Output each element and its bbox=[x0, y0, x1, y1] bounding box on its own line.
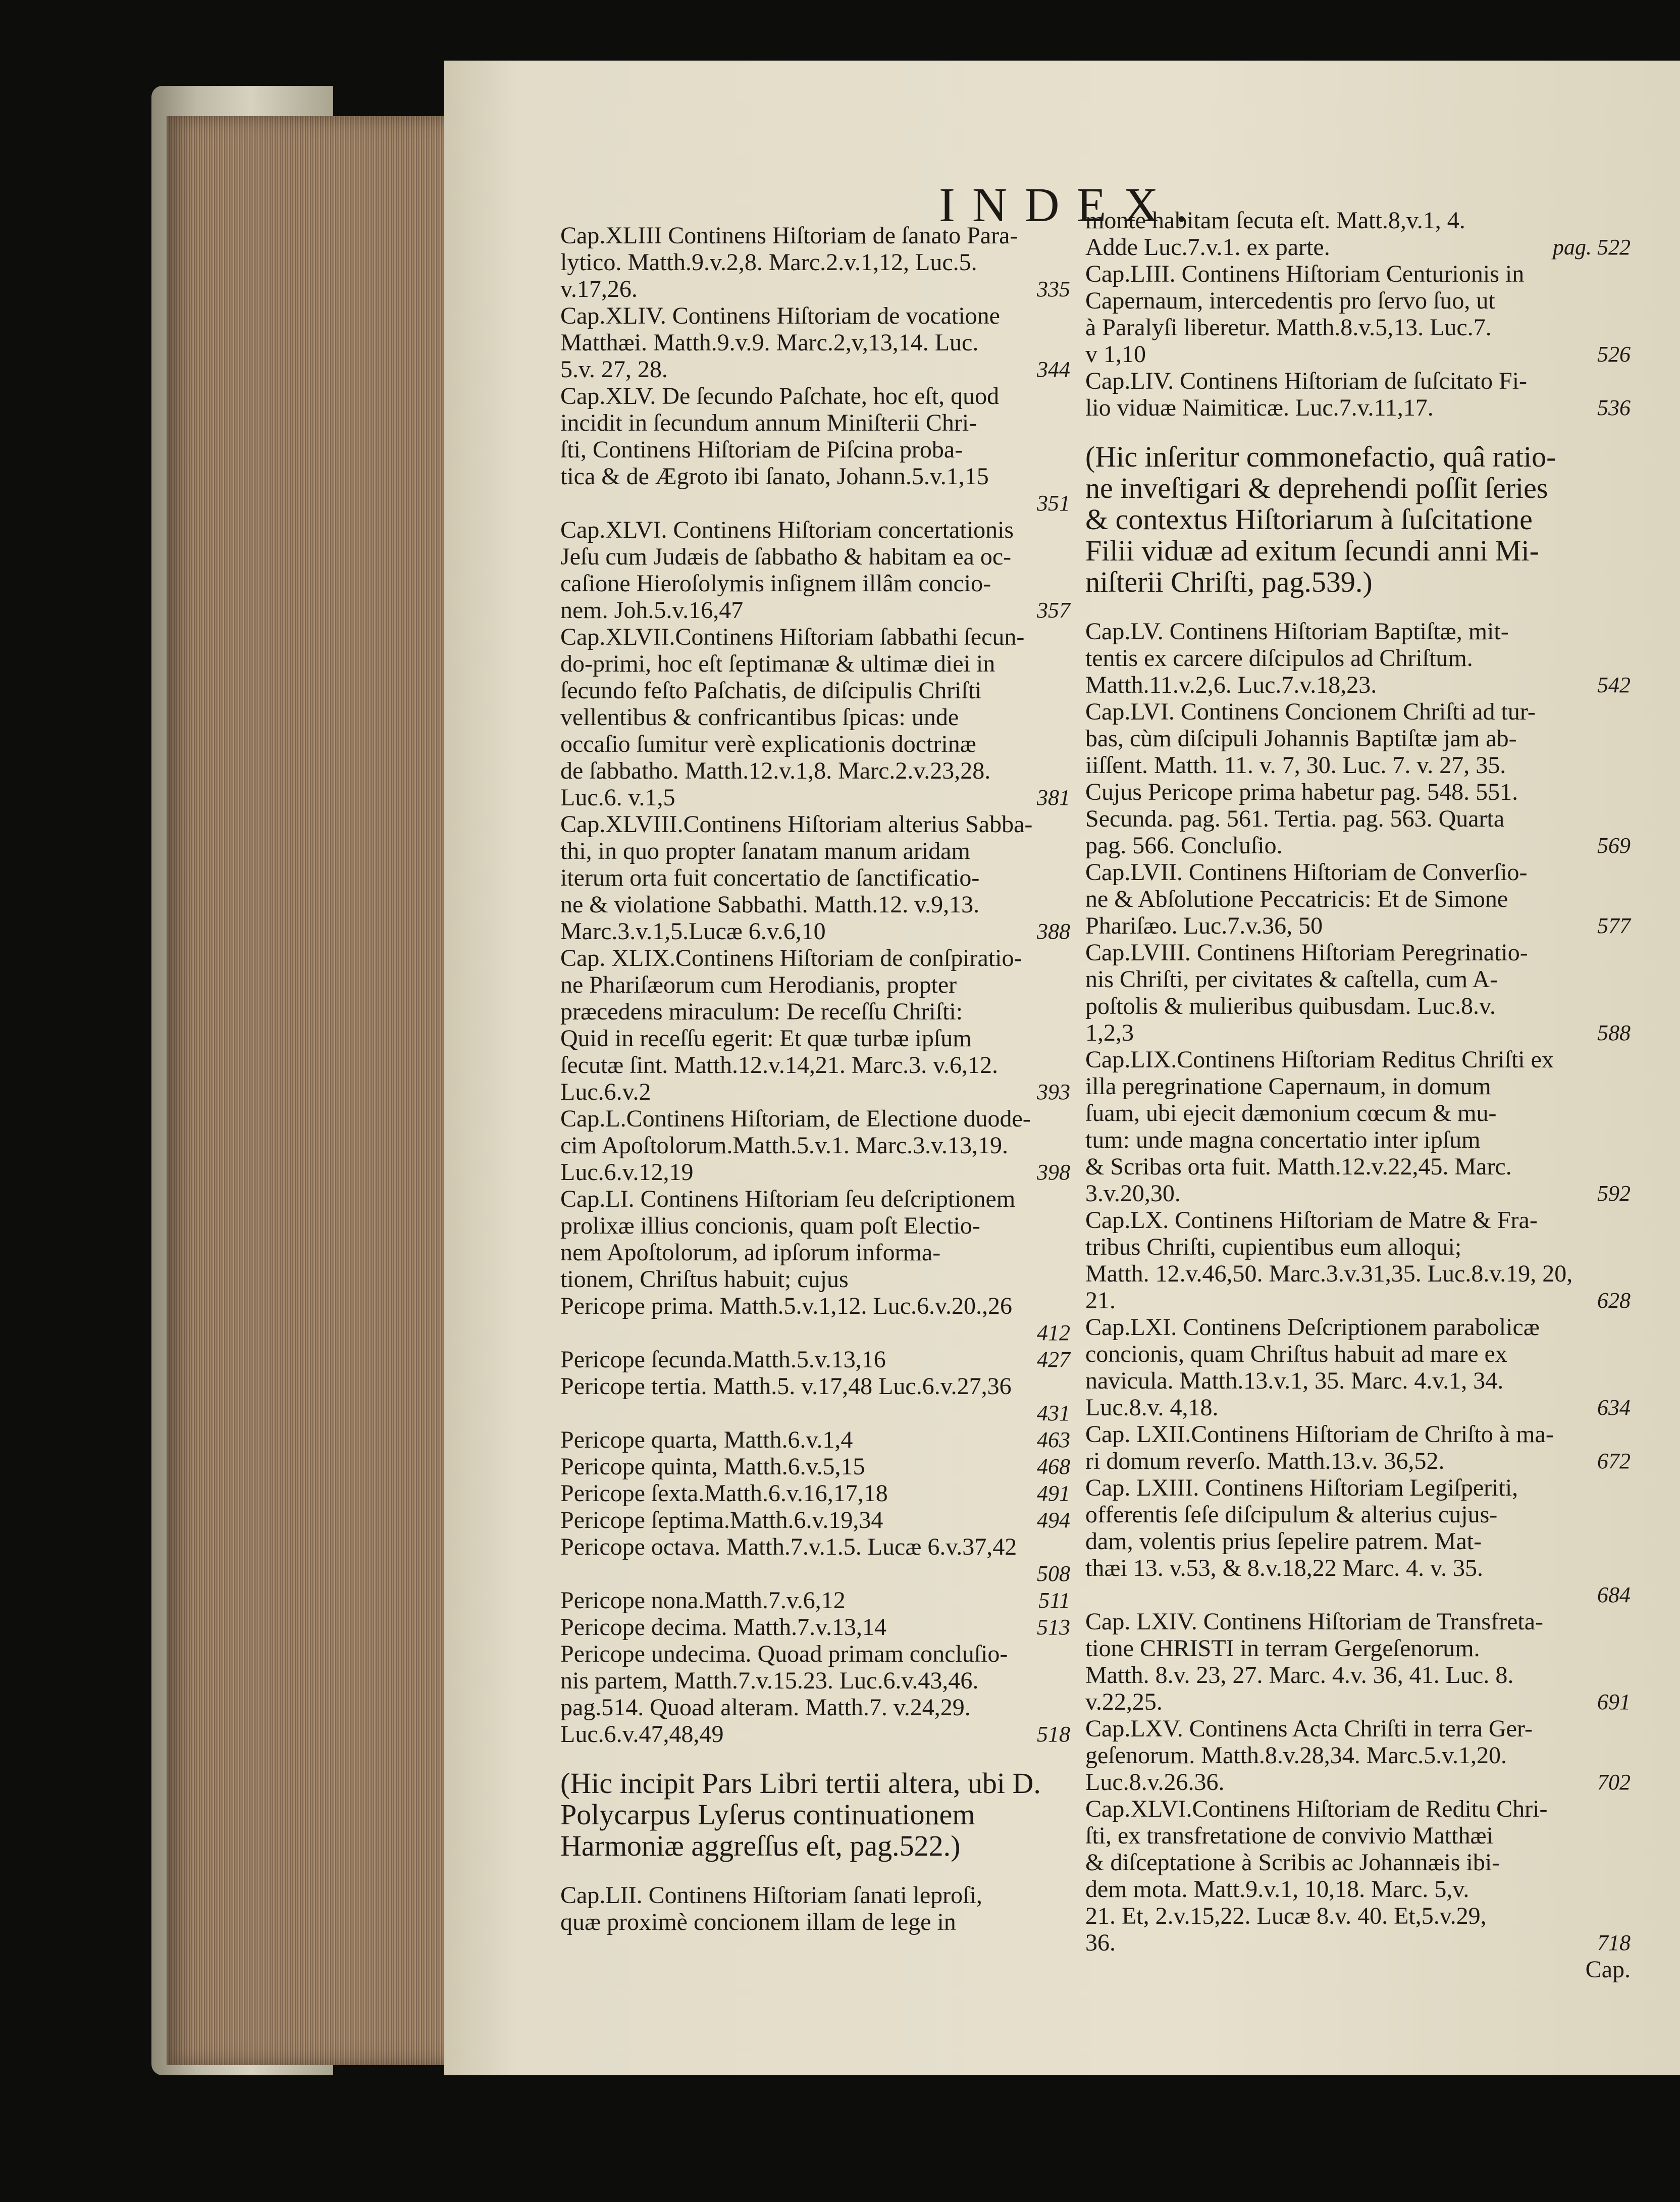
index-line-text: nem. Joh.5.v.16,47 bbox=[560, 597, 744, 624]
note-line: & contextus Hiſtoriarum à ſuſcitatione bbox=[1085, 503, 1533, 536]
index-line bbox=[1085, 314, 1631, 341]
index-line-text: pag. 566. Concluſio. bbox=[1085, 832, 1283, 859]
index-line bbox=[560, 971, 1070, 998]
index-line-text: Cap.XLVIII.Continens Hiſtoriam alterius Sabba- bbox=[560, 811, 1033, 838]
index-line bbox=[1085, 1394, 1631, 1421]
index-line bbox=[1085, 368, 1631, 394]
index-line bbox=[560, 1159, 1070, 1186]
index-line bbox=[1085, 1849, 1631, 1876]
index-line bbox=[1085, 752, 1631, 779]
page-number: 494 bbox=[1037, 1508, 1070, 1532]
index-line bbox=[560, 1319, 1070, 1346]
index-line-text: ne & violatione Sabbathi. Matth.12. v.9,13. bbox=[560, 891, 980, 918]
index-line bbox=[560, 302, 1070, 329]
page-number: 588 bbox=[1597, 1020, 1631, 1045]
index-line bbox=[1085, 1234, 1631, 1260]
index-line bbox=[560, 409, 1070, 436]
index-line-text: Pericope ſexta.Matth.6.v.16,17,18 bbox=[560, 1480, 888, 1507]
index-line bbox=[1085, 1448, 1631, 1474]
index-line bbox=[560, 624, 1070, 650]
index-line bbox=[560, 945, 1070, 971]
index-line-text: de ſabbatho. Matth.12.v.1,8. Marc.2.v.23,28. bbox=[560, 757, 991, 784]
index-line bbox=[560, 1079, 1070, 1105]
page-number: 628 bbox=[1597, 1288, 1631, 1313]
index-line bbox=[560, 1721, 1070, 1748]
index-line-text: tionem, Chriſtus habuit; cujus bbox=[560, 1266, 849, 1293]
page-number: 431 bbox=[1037, 1401, 1070, 1425]
index-line bbox=[1085, 993, 1631, 1019]
page-number: 351 bbox=[1037, 491, 1070, 516]
index-line-text: ſuam, ubi ejecit dæmonium cœcum & mu- bbox=[1085, 1100, 1497, 1126]
index-line-text: Pericope tertia. Matth.5. v.17,48 Luc.6.v.27,36 bbox=[560, 1373, 1012, 1400]
page-number: 381 bbox=[1037, 785, 1070, 810]
index-line bbox=[1085, 1073, 1631, 1100]
index-line bbox=[1085, 1528, 1631, 1555]
page-number: 393 bbox=[1037, 1080, 1070, 1104]
index-line bbox=[1085, 912, 1631, 939]
index-line-text: à Paralyſi liberetur. Matth.8.v.5,13. Luc.7. bbox=[1085, 314, 1492, 341]
index-line bbox=[560, 1453, 1070, 1480]
page-number: 513 bbox=[1037, 1615, 1070, 1640]
right-insert-note bbox=[1085, 441, 1631, 598]
index-line bbox=[560, 811, 1070, 838]
index-line-text: bas, cùm diſcipuli Johannis Baptiſtæ jam ab- bbox=[1085, 725, 1517, 752]
page-number: 569 bbox=[1597, 833, 1631, 858]
index-line bbox=[1085, 1769, 1631, 1796]
index-line bbox=[1085, 1715, 1631, 1742]
index-line bbox=[560, 570, 1070, 597]
index-line-text: Luc.8.v. 4,18. bbox=[1085, 1394, 1219, 1421]
page-number: 691 bbox=[1597, 1689, 1631, 1714]
index-line bbox=[560, 1614, 1070, 1641]
page-number: 427 bbox=[1037, 1347, 1070, 1372]
page-number: 508 bbox=[1037, 1561, 1070, 1586]
index-line bbox=[560, 383, 1070, 409]
page-number: 577 bbox=[1597, 913, 1631, 938]
index-line-text: Cap.LIX.Continens Hiſtoriam Reditus Chriſti ex bbox=[1085, 1046, 1554, 1073]
index-line-text: Cap.XLVI.Continens Hiſtoriam de Reditu Chri- bbox=[1085, 1796, 1548, 1822]
index-line-text: lytico. Matth.9.v.2,8. Marc.2.v.1,12, Luc.5. bbox=[560, 249, 977, 276]
page-number: 592 bbox=[1597, 1181, 1631, 1206]
index-line bbox=[560, 543, 1070, 570]
index-line-text: vellentibus & confricantibus ſpicas: unde bbox=[560, 704, 959, 731]
index-line-text: nis Chriſti, per civitates & caſtella, cum A- bbox=[1085, 966, 1498, 993]
index-line bbox=[1085, 1367, 1631, 1394]
index-line bbox=[560, 1293, 1070, 1319]
index-line-text: 21. Et, 2.v.15,22. Lucæ 8.v. 40. Et,5.v.29, bbox=[1085, 1903, 1487, 1929]
index-line bbox=[560, 490, 1070, 517]
index-line bbox=[560, 597, 1070, 624]
page-number: 542 bbox=[1597, 673, 1631, 697]
index-line-text: Pericope prima. Matth.5.v.1,12. Luc.6.v.20.,26 bbox=[560, 1293, 1012, 1319]
index-line-text: occaſio ſumitur verè explicationis doctrinæ bbox=[560, 731, 976, 757]
index-line bbox=[1085, 1662, 1631, 1688]
index-line-text: Capernaum, intercedentis pro ſervo ſuo, ut bbox=[1085, 287, 1495, 314]
index-line bbox=[560, 704, 1070, 731]
index-line bbox=[560, 998, 1070, 1025]
index-line bbox=[560, 677, 1070, 704]
page-number: 468 bbox=[1037, 1454, 1070, 1479]
index-line bbox=[1085, 1153, 1631, 1180]
index-line-text: do-primi, hoc eſt ſeptimanæ & ultimæ diei in bbox=[560, 650, 995, 677]
index-line bbox=[1085, 1019, 1631, 1046]
index-line bbox=[1085, 1796, 1631, 1822]
index-line-text: Pericope undecima. Quoad primam concluſio- bbox=[560, 1641, 1008, 1667]
index-line-text: lio viduæ Naimiticæ. Luc.7.v.11,17. bbox=[1085, 394, 1434, 421]
index-line-text: Pericope octava. Matth.7.v.1.5. Lucæ 6.v.37,42 bbox=[560, 1533, 1017, 1560]
index-line bbox=[1085, 394, 1631, 421]
index-line bbox=[1085, 1501, 1631, 1528]
index-line-text: Cap.LI. Continens Hiſtoriam ſeu deſcriptionem bbox=[560, 1186, 1016, 1212]
index-line-text: Cap. LXII.Continens Hiſtoriam de Chriſto à ma- bbox=[1085, 1421, 1554, 1448]
page-number: 335 bbox=[1037, 277, 1070, 301]
index-line-text: poſtolis & mulieribus quibusdam. Luc.8.v. bbox=[1085, 993, 1496, 1019]
index-line-text: Luc.8.v.26.36. bbox=[1085, 1769, 1225, 1796]
index-line bbox=[560, 838, 1070, 864]
index-line-text: Cap.LVI. Continens Concionem Chriſti ad tur- bbox=[1085, 698, 1536, 725]
left-column bbox=[560, 222, 1070, 1935]
index-line bbox=[560, 918, 1070, 945]
index-line-text: Luc.6.v.47,48,49 bbox=[560, 1721, 724, 1748]
index-line bbox=[560, 436, 1070, 463]
page-block-fore-edge bbox=[167, 116, 459, 2065]
page-number: 398 bbox=[1037, 1160, 1070, 1185]
index-line-text: Cujus Pericope prima habetur pag. 548. 551. bbox=[1085, 779, 1518, 805]
index-line-text: Pericope decima. Matth.7.v.13,14 bbox=[560, 1614, 887, 1641]
page-number: 388 bbox=[1037, 919, 1070, 944]
index-line bbox=[1085, 1581, 1631, 1608]
index-line-text: Cap. LXIII. Continens Hiſtoriam Legiſperiti, bbox=[1085, 1474, 1518, 1501]
index-line-text: tica & de Ægroto ibi ſanato, Johann.5.v.1,15 bbox=[560, 463, 989, 490]
index-line bbox=[560, 276, 1070, 302]
index-line bbox=[560, 1373, 1070, 1400]
index-line bbox=[1085, 698, 1631, 725]
index-line-text: Matth. 8.v. 23, 27. Marc. 4.v. 36, 41. Luc. 8. bbox=[1085, 1662, 1514, 1688]
index-line bbox=[560, 1426, 1070, 1453]
index-line-text: & Scribas orta fuit. Matth.12.v.22,45. Marc. bbox=[1085, 1153, 1512, 1180]
index-line-text: ne Phariſæorum cum Herodianis, propter bbox=[560, 971, 957, 998]
index-line-text: Marc.3.v.1,5.Lucæ 6.v.6,10 bbox=[560, 918, 826, 945]
index-line bbox=[1085, 1126, 1631, 1153]
page-header: INDEX. bbox=[939, 178, 1205, 232]
index-line bbox=[560, 463, 1070, 490]
note-line: Polycarpus Lyſerus continuationem bbox=[560, 1798, 975, 1831]
note-line: Filii viduæ ad exitum ſecundi anni Mi- bbox=[1085, 534, 1539, 567]
index-line bbox=[1085, 1635, 1631, 1662]
index-line-text: & diſceptatione à Scribis ac Johannæis ibi- bbox=[1085, 1849, 1500, 1876]
page-number: 344 bbox=[1037, 357, 1070, 382]
index-line bbox=[560, 249, 1070, 276]
index-line-text: concionis, quam Chriſtus habuit ad mare ex bbox=[1085, 1341, 1507, 1367]
page-number: 412 bbox=[1037, 1320, 1070, 1345]
page-number: 634 bbox=[1597, 1395, 1631, 1420]
page-number: 463 bbox=[1037, 1427, 1070, 1452]
index-line-text: v 1,10 bbox=[1085, 341, 1146, 368]
index-line-text: monte habitam ſecuta eſt. Matt.8,v.1, 4. bbox=[1085, 207, 1465, 234]
index-line-text: pag.514. Quoad alteram. Matth.7. v.24,29. bbox=[560, 1694, 971, 1721]
index-line bbox=[560, 1667, 1070, 1694]
index-line bbox=[1085, 966, 1631, 993]
index-line-text: ſti, Continens Hiſtoriam de Piſcina proba- bbox=[560, 436, 963, 463]
index-line bbox=[1085, 1341, 1631, 1367]
index-line-text: Cap.LV. Continens Hiſtoriam Baptiſtæ, mit- bbox=[1085, 618, 1509, 645]
index-line bbox=[560, 757, 1070, 784]
index-line bbox=[560, 1400, 1070, 1426]
page-number: 684 bbox=[1597, 1582, 1631, 1607]
index-line bbox=[560, 517, 1070, 543]
index-line-text: geſenorum. Matth.8.v.28,34. Marc.5.v.1,20. bbox=[1085, 1742, 1507, 1769]
index-line bbox=[1085, 341, 1631, 368]
index-line-text: Cap. XLIX.Continens Hiſtoriam de conſpiratio- bbox=[560, 945, 1022, 971]
index-line-text: tum: unde magna concertatio inter ipſum bbox=[1085, 1126, 1481, 1153]
index-line bbox=[560, 1132, 1070, 1159]
index-line-text: Cap.XLVII.Continens Hiſtoriam ſabbathi ſecun- bbox=[560, 624, 1025, 650]
index-line bbox=[560, 1587, 1070, 1614]
index-line-text: illa peregrinatione Capernaum, in domum bbox=[1085, 1073, 1491, 1100]
index-line-text: Quid in receſſu egerit: Et quæ turbæ ipſum bbox=[560, 1025, 972, 1052]
index-line-text: ne & Abſolutione Peccatricis: Et de Simone bbox=[1085, 886, 1508, 912]
page-number: 672 bbox=[1597, 1449, 1631, 1473]
index-line bbox=[1085, 1876, 1631, 1903]
index-line-text: nem Apoſtolorum, ad ipſorum informa- bbox=[560, 1239, 941, 1266]
index-line bbox=[1085, 1180, 1631, 1207]
index-line-text: nis partem, Matth.7.v.15.23. Luc.6.v.43,46. bbox=[560, 1667, 979, 1694]
index-line-text: Luc.6.v.2 bbox=[560, 1079, 651, 1105]
index-line bbox=[1085, 1046, 1631, 1073]
index-line-text: Cap.L.Continens Hiſtoriam, de Electione duode- bbox=[560, 1105, 1031, 1132]
index-line bbox=[1085, 207, 1631, 234]
index-line-text: Cap.LXV. Continens Acta Chriſti in terra Ger- bbox=[1085, 1715, 1533, 1742]
index-line bbox=[1085, 287, 1631, 314]
index-line bbox=[1085, 779, 1631, 805]
right-entries bbox=[1085, 207, 1631, 421]
page-number: 526 bbox=[1597, 342, 1631, 367]
index-line-text: Cap.LIII. Continens Hiſtoriam Centurionis in bbox=[1085, 261, 1525, 287]
catchword: Cap. bbox=[1585, 1956, 1631, 1983]
index-line bbox=[1085, 886, 1631, 912]
index-line-text: 21. bbox=[1085, 1287, 1116, 1314]
index-line bbox=[560, 329, 1070, 356]
note-line: Harmoniæ aggreſſus eſt, pag.522.) bbox=[560, 1829, 961, 1862]
index-line-text: ſecundo feſto Paſchatis, de diſcipulis Chriſti bbox=[560, 677, 982, 704]
index-line bbox=[560, 1105, 1070, 1132]
index-line-text: iterum orta fuit concertatio de ſanctificatio- bbox=[560, 864, 980, 891]
index-line-text: ri domum reverſo. Matth.13.v. 36,52. bbox=[1085, 1448, 1445, 1474]
index-line bbox=[560, 784, 1070, 811]
note-line: (Hic inſeritur commonefactio, quâ ratio- bbox=[1085, 440, 1556, 473]
index-line-text: Pericope quarta, Matth.6.v.1,4 bbox=[560, 1426, 853, 1453]
index-line-text: Cap.LIV. Continens Hiſtoriam de ſuſcitato Fi- bbox=[1085, 368, 1528, 394]
index-line-text: Pericope ſeptima.Matth.6.v.19,34 bbox=[560, 1507, 883, 1533]
index-line-text: Cap.XLIV. Continens Hiſtoriam de vocatione bbox=[560, 302, 1000, 329]
index-line-text: Pericope nona.Matth.7.v.6,12 bbox=[560, 1587, 846, 1614]
index-line-text: offerentis ſeſe diſcipulum & alterius cujus- bbox=[1085, 1501, 1498, 1528]
page-number: 718 bbox=[1597, 1930, 1631, 1955]
note-line: Cap.LII. Continens Hiſtoriam ſanati leproſi, bbox=[560, 1882, 982, 1909]
index-line bbox=[1085, 832, 1631, 859]
index-line-text: tentis ex carcere diſcipulos ad Chriſtum. bbox=[1085, 645, 1473, 672]
index-line bbox=[1085, 725, 1631, 752]
index-line-text: Cap.XLVI. Continens Hiſtoriam concertationis bbox=[560, 517, 1014, 543]
index-line-text: cim Apoſtolorum.Matth.5.v.1. Marc.3.v.13,19. bbox=[560, 1132, 1009, 1159]
index-line bbox=[560, 864, 1070, 891]
index-line bbox=[1085, 1421, 1631, 1448]
index-line bbox=[1085, 618, 1631, 645]
index-line bbox=[560, 1560, 1070, 1587]
index-line-text: 5.v. 27, 28. bbox=[560, 356, 668, 383]
index-line bbox=[560, 1346, 1070, 1373]
index-line-text: v.22,25. bbox=[1085, 1688, 1163, 1715]
index-line bbox=[560, 1052, 1070, 1079]
index-line-text: ſti, ex transfretatione de convivio Matthæi bbox=[1085, 1822, 1493, 1849]
index-line-text: Cap.LXI. Continens Deſcriptionem parabolicæ bbox=[1085, 1314, 1540, 1341]
index-line bbox=[1085, 1929, 1631, 1956]
index-line-text: Matthæi. Matth.9.v.9. Marc.2,v,13,14. Luc. bbox=[560, 329, 979, 356]
index-line-text: Cap. LXIV. Continens Hiſtoriam de Transfreta- bbox=[1085, 1608, 1544, 1635]
index-line bbox=[1085, 1287, 1631, 1314]
index-line-text: thæi 13. v.53, & 8.v.18,22 Marc. 4. v. 35. bbox=[1085, 1555, 1483, 1581]
note-line: niſterii Chriſti, pag.539.) bbox=[1085, 566, 1373, 598]
note-line: (Hic incipit Pars Libri tertii altera, ubi D. bbox=[560, 1767, 1041, 1800]
index-line bbox=[560, 731, 1070, 757]
index-line bbox=[560, 1025, 1070, 1052]
index-line-text: 3.v.20,30. bbox=[1085, 1180, 1181, 1207]
index-line-text: dem mota. Matt.9.v.1, 10,18. Marc. 5,v. bbox=[1085, 1876, 1469, 1903]
index-line-text: præcedens miraculum: De receſſu Chriſti: bbox=[560, 998, 963, 1025]
index-line bbox=[1085, 1688, 1631, 1715]
index-line bbox=[1085, 1314, 1631, 1341]
left-insert-note bbox=[560, 1768, 1070, 1862]
index-line bbox=[560, 1641, 1070, 1667]
index-line bbox=[560, 1212, 1070, 1239]
index-line-text: navicula. Matth.13.v.1, 35. Marc. 4.v.1, 34. bbox=[1085, 1367, 1504, 1394]
index-line-text: Cap.LVII. Continens Hiſtoriam de Converſio- bbox=[1085, 859, 1528, 886]
index-line bbox=[1085, 234, 1631, 261]
index-line-text: Cap.XLV. De ſecundo Paſchate, hoc eſt, quod bbox=[560, 383, 1000, 409]
index-line bbox=[1085, 859, 1631, 886]
index-line-text: Pericope ſecunda.Matth.5.v.13,16 bbox=[560, 1346, 886, 1373]
index-line-text: tribus Chriſti, cupientibus eum alloqui; bbox=[1085, 1234, 1462, 1260]
right-tail-entries bbox=[1085, 618, 1631, 1956]
index-line bbox=[1085, 261, 1631, 287]
index-line bbox=[1085, 1100, 1631, 1126]
page-number: 702 bbox=[1597, 1770, 1631, 1795]
left-entries bbox=[560, 222, 1070, 1748]
index-line-text: tione CHRISTI in terram Gergeſenorum. bbox=[1085, 1635, 1480, 1662]
right-column bbox=[1085, 207, 1631, 1983]
index-line-text: 36. bbox=[1085, 1929, 1116, 1956]
index-line bbox=[1085, 805, 1631, 832]
index-line-text: Cap.LVIII. Continens Hiſtoriam Peregrinatio- bbox=[1085, 939, 1528, 966]
index-line-text: caſione Hieroſolymis inſignem illâm concio- bbox=[560, 570, 991, 597]
index-line bbox=[560, 1186, 1070, 1212]
note-line: quæ proximè concionem illam de lege in bbox=[560, 1909, 956, 1935]
index-line bbox=[1085, 1555, 1631, 1581]
index-line bbox=[1085, 1822, 1631, 1849]
index-line bbox=[560, 1480, 1070, 1507]
index-line-text: Matth. 12.v.46,50. Marc.3.v.31,35. Luc.8.v.19, 20, bbox=[1085, 1260, 1573, 1287]
index-line bbox=[1085, 645, 1631, 672]
index-line-text: Matth.11.v.2,6. Luc.7.v.18,23. bbox=[1085, 672, 1377, 698]
index-line bbox=[560, 222, 1070, 249]
index-line bbox=[560, 1533, 1070, 1560]
index-line-text: ſecutæ ſint. Matth.12.v.14,21. Marc.3. v.6,12. bbox=[560, 1052, 998, 1079]
index-line bbox=[1085, 1608, 1631, 1635]
note-line: ne inveſtigari & deprehendi poſſit ſeries bbox=[1085, 472, 1548, 504]
index-line bbox=[1085, 1207, 1631, 1234]
index-line-text: thi, in quo propter ſanatam manum aridam bbox=[560, 838, 970, 864]
page-number: 491 bbox=[1037, 1481, 1070, 1506]
index-line-text: Luc.6. v.1,5 bbox=[560, 784, 675, 811]
page-number: 511 bbox=[1038, 1588, 1070, 1613]
index-line-text: 1,2,3 bbox=[1085, 1019, 1134, 1046]
index-line bbox=[1085, 1474, 1631, 1501]
index-line bbox=[1085, 672, 1631, 698]
index-line-text: prolixæ illius concionis, quam poſt Electio- bbox=[560, 1212, 980, 1239]
index-line bbox=[560, 1239, 1070, 1266]
page-number: 536 bbox=[1597, 395, 1631, 420]
index-line-text: dam, volentis prius ſepelire patrem. Mat- bbox=[1085, 1528, 1482, 1555]
index-line bbox=[560, 650, 1070, 677]
index-line bbox=[560, 1266, 1070, 1293]
index-line-text: Adde Luc.7.v.1. ex parte. bbox=[1085, 234, 1330, 261]
index-line-text: Jeſu cum Judæis de ſabbatho & habitam ea oc- bbox=[560, 543, 1012, 570]
index-line-text: iiſſent. Matth. 11. v. 7, 30. Luc. 7. v. 27, 35. bbox=[1085, 752, 1506, 779]
index-line bbox=[560, 356, 1070, 383]
page-number: pag. 522 bbox=[1553, 235, 1631, 260]
index-line-text: Pericope quinta, Matth.6.v.5,15 bbox=[560, 1453, 865, 1480]
page-number: 518 bbox=[1037, 1722, 1070, 1747]
index-line-text: Cap.XLIII Continens Hiſtoriam de ſanato Para- bbox=[560, 222, 1018, 249]
left-tail-entries bbox=[560, 1882, 1070, 1935]
index-line-text: Phariſæo. Luc.7.v.36, 50 bbox=[1085, 912, 1323, 939]
index-line-text: Cap.LX. Continens Hiſtoriam de Matre & Fra- bbox=[1085, 1207, 1538, 1234]
page-number: 357 bbox=[1037, 598, 1070, 623]
index-line-text: incidit in ſecundum annum Miniſterii Chri- bbox=[560, 409, 977, 436]
index-line bbox=[560, 1694, 1070, 1721]
index-line bbox=[560, 891, 1070, 918]
index-page bbox=[444, 61, 1680, 2075]
index-line-text: Luc.6.v.12,19 bbox=[560, 1159, 694, 1186]
index-line bbox=[1085, 1903, 1631, 1929]
index-line-text: v.17,26. bbox=[560, 276, 638, 302]
index-line bbox=[1085, 1742, 1631, 1769]
index-line-text: Secunda. pag. 561. Tertia. pag. 563. Quarta bbox=[1085, 805, 1505, 832]
index-line bbox=[1085, 1260, 1631, 1287]
index-line bbox=[560, 1507, 1070, 1533]
index-line bbox=[1085, 939, 1631, 966]
